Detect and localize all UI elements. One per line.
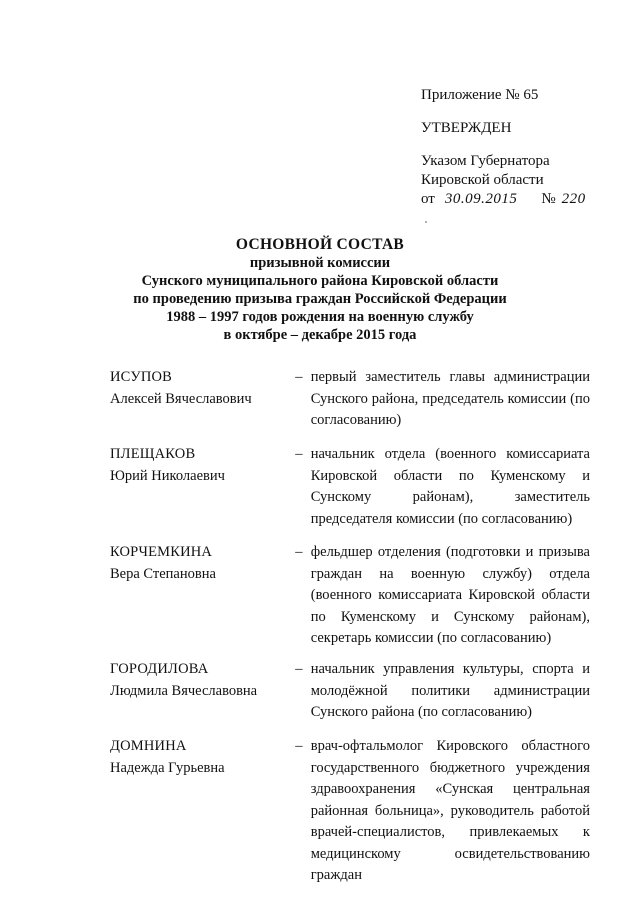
decree-date-number [421, 190, 621, 209]
member-role: начальник управления культуры, спорта и молодёжной политики администрации Сунского района (по согласованию) [310, 661, 590, 720]
dash-separator: – [295, 544, 303, 560]
heading-line-3: Сунского муниципального района Кировской области [141, 273, 499, 289]
dash-separator: – [295, 369, 303, 385]
member-role: фельдшер отделения (подготовки и призыва граждан на военную службу) отдела (военного комиссариата Кировской области по Куменскому и Сунскому районам), секретарь комиссии (по согласованию) [310, 544, 590, 646]
member-name: Надежда Гурьевна [110, 759, 225, 776]
member-role: врач-офтальмолог Кировского областного государственного бюджетного учреждения здравоохранения «Сунская центральная районная больница», руководитель работой врачей-специалистов, привлекаемых к медицинскому освидетельствованию граждан [310, 738, 590, 883]
dash-separator: – [295, 738, 303, 754]
member-name: Людмила Вячеславовна [110, 682, 258, 699]
member-surname: ИСУПОВ [110, 369, 173, 385]
dash-separator: – [295, 661, 303, 677]
document-heading [80, 236, 560, 344]
member-entry [110, 542, 590, 650]
heading-line-6: в октябре – декабре 2015 года [223, 327, 417, 343]
member-name: Юрий Николаевич [110, 467, 225, 484]
approval-block [421, 86, 621, 209]
appendix-number: Приложение № 65 [421, 87, 539, 103]
member-role: начальник отдела (военного комиссариата Кировской области по Куменскому и Сунскому районам), заместитель председателя комиссии (по согласованию) [310, 446, 590, 527]
scan-speck [425, 221, 427, 223]
dash-separator: – [295, 446, 303, 462]
heading-line-5: 1988 – 1997 годов рождения на военную службу [166, 309, 474, 325]
member-entry [110, 736, 590, 887]
member-surname: ГОРОДИЛОВА [110, 661, 209, 677]
number-label: № [541, 191, 556, 207]
member-entry [110, 444, 590, 530]
heading-line-4: по проведению призыва граждан Российской Федерации [133, 291, 507, 307]
member-entry [110, 659, 590, 724]
handwritten-number: 220 [561, 191, 586, 207]
member-surname: ПЛЕЩАКОВ [110, 446, 196, 462]
heading-title: ОСНОВНОЙ СОСТАВ [235, 236, 405, 253]
heading-line-2: призывной комиссии [249, 255, 391, 271]
handwritten-date: 30.09.2015 [444, 191, 518, 207]
decree-line-2: Кировской области [421, 172, 544, 188]
decree-line-1: Указом Губернатора [421, 153, 550, 169]
member-surname: ДОМНИНА [110, 738, 187, 754]
date-prefix: от [421, 191, 435, 207]
member-surname: КОРЧЕМКИНА [110, 544, 213, 560]
member-entry [110, 367, 590, 432]
member-role: первый заместитель главы администрации Сунского района, председатель комиссии (по согласованию) [310, 369, 590, 428]
approved-label: УТВЕРЖДЕН [421, 120, 512, 136]
member-name: Вера Степановна [110, 565, 216, 582]
member-name: Алексей Вячеславович [110, 390, 252, 407]
